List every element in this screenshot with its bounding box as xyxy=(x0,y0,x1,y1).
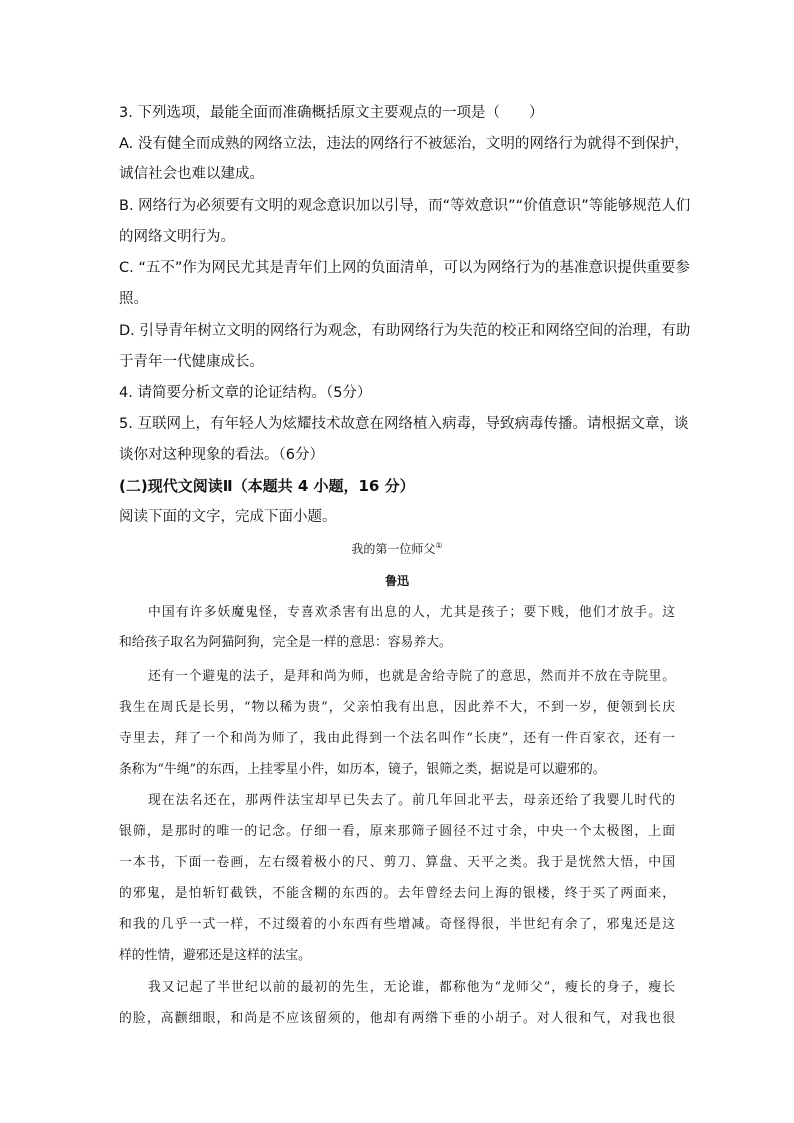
paragraph-line: 现在法名还在，那两件法宝却早已失去了。前几年回北平去，母亲还给了我婴儿时代的 xyxy=(148,793,675,808)
article-author: 鲁迅 xyxy=(384,574,409,588)
q3-option-b-line1: B. 网络行为必须要有文明的观念意识加以引导，而“等效意识”“价值意识”等能够规范人们 xyxy=(119,198,691,214)
paragraph-line: 和给孩子取名为阿猫阿狗，完全是一样的意思：容易养大。 xyxy=(119,635,452,650)
paragraph-line: 的邪鬼，是怕斩钉截铁，不能含糊的东西的。去年曾经去问上海的银楼，终于买了两面来， xyxy=(119,886,675,901)
paragraph-line: 还有一个避鬼的法子，是拜和尚为师，也就是舍给寺院了的意思，然而并不放在寺院里。 xyxy=(148,669,675,684)
q3-option-d-line2: 于青年一代健康成长。 xyxy=(119,354,264,370)
paragraph-line: 寺里去，拜了一个和尚为师了，我由此得到一个法名叫作“长庚”，还有一件百家衣，还有一 xyxy=(119,731,675,746)
q3-option-a-line1: A. 没有健全而成熟的网络立法，违法的网络行不被惩治，文明的网络行为就得不到保护， xyxy=(119,136,689,152)
article-title xyxy=(0,540,794,557)
article-title-text: 我的第一位师父 xyxy=(351,542,436,556)
paragraph-line: 和我的几乎一式一样，不过缀着的小东西有些增减。奇怪得很，半世纪有余了，邪鬼还是这 xyxy=(119,917,675,932)
paragraph-line: 我又记起了半世纪以前的最初的先生，无论谁，都称他为“龙师父”，瘦长的身子，瘦长 xyxy=(148,980,675,995)
section-instruction: 阅读下面的文字，完成下面小题。 xyxy=(119,509,337,525)
footnote-marker: ① xyxy=(435,541,443,550)
paragraph-line: 一本书，下面一卷画，左右缀着极小的尺、剪刀、算盘、天平之类。我于是恍然大悟，中国 xyxy=(119,855,675,870)
q3-option-b-line2: 的网络文明行为。 xyxy=(119,229,235,245)
paragraph-line: 银筛，是那时的唯一的记念。仔细一看，原来那筛子圆径不过寸余，中央一个太极图，上面 xyxy=(119,824,675,839)
q5-stem-line2: 谈你对这种现象的看法。（6分） xyxy=(119,447,324,463)
paragraph-line: 的脸，高颧细眼，和尚是不应该留须的，他却有两绺下垂的小胡子。对人很和气，对我也很 xyxy=(119,1011,675,1026)
section-heading: (二)现代文阅读Ⅱ（本题共 4 小题，16 分） xyxy=(119,477,415,495)
paragraph-line: 中国有许多妖魔鬼怪，专喜欢杀害有出息的人，尤其是孩子；要下贱，他们才放手。这 xyxy=(148,605,675,620)
q3-option-d-line1: D. 引导青年树立文明的网络行为观念，有助网络行为失范的校正和网络空间的治理，有助 xyxy=(119,323,691,339)
q3-option-a-line2: 诚信社会也难以建成。 xyxy=(119,166,264,182)
paragraph-line: 条称为“牛绳”的东西，上挂零星小件，如历本，镜子，银筛之类，据说是可以避邪的。 xyxy=(119,762,606,777)
paragraph-line: 我生在周氏是长男，“物以稀为贵”，父亲怕我有出息，因此养不大，不到一岁，便领到长庆 xyxy=(119,700,675,715)
paragraph-line: 样的性情，避邪还是这样的法宝。 xyxy=(119,948,311,963)
q4-stem: 4. 请简要分析文章的论证结构。（5分） xyxy=(119,385,372,401)
q5-stem-line1: 5. 互联网上，有年轻人为炫耀技术故意在网络植入病毒，导致病毒传播。请根据文章，谈 xyxy=(119,416,689,432)
q3-stem: 3. 下列选项，最能全面而准确概括原文主要观点的一项是（ ） xyxy=(119,105,544,121)
q3-option-c-line1: C. “五不”作为网民尤其是青年们上网的负面清单，可以为网络行为的基准意识提供重要参 xyxy=(119,260,690,276)
q3-option-c-line2: 照。 xyxy=(119,291,148,307)
